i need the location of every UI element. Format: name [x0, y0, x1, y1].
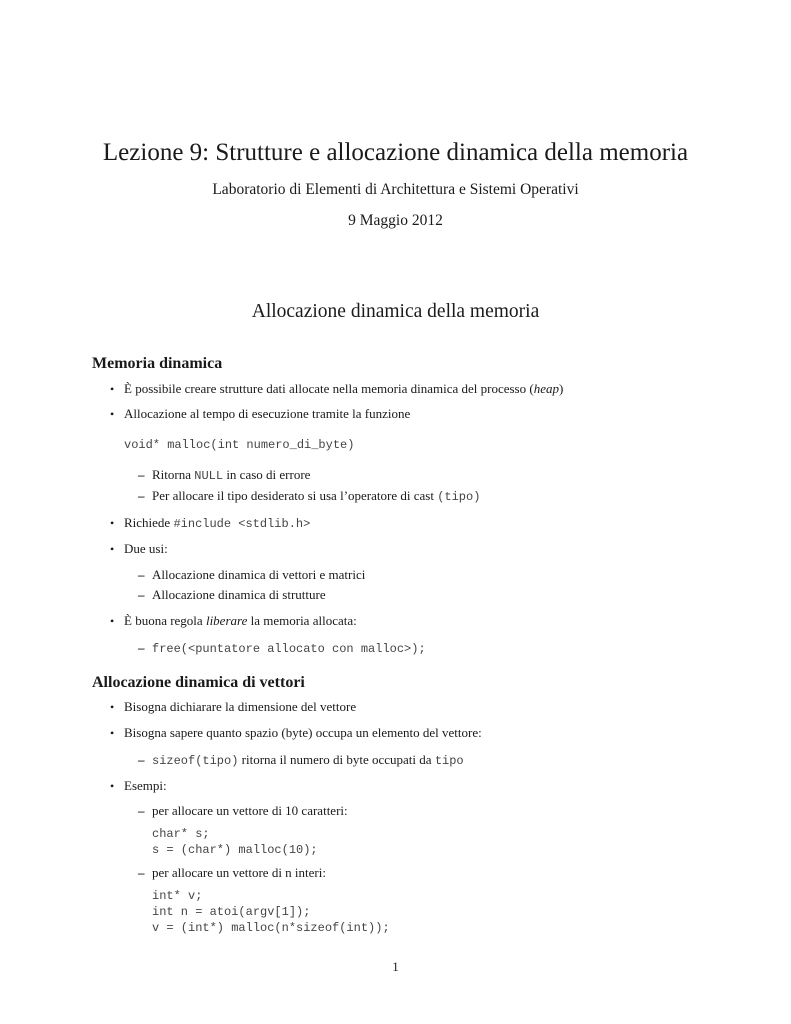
item-text: in caso di errore [223, 467, 311, 482]
document-title: Lezione 9: Strutture e allocazione dinamica della memoria [102, 139, 689, 166]
code-line: int n = atoi(argv[1]); [152, 905, 311, 919]
bullet-marker: • [110, 382, 115, 396]
bullet-marker: • [110, 726, 115, 740]
code-line: v = (int*) malloc(n*sizeof(int)); [152, 921, 390, 935]
inline-code: NULL [194, 469, 224, 483]
item-text: Ritorna [152, 467, 195, 482]
dash-marker: – [138, 803, 145, 818]
dash-marker: – [138, 567, 145, 582]
item-emphasis: heap [533, 381, 559, 396]
dash-marker: – [138, 865, 145, 880]
list-item [124, 380, 563, 397]
inline-code: tipo [434, 754, 464, 768]
page-number: 1 [392, 959, 399, 974]
item-text: la memoria allocata: [247, 613, 357, 628]
list-subitem: Allocazione dinamica di strutture [152, 587, 326, 602]
dash-marker: – [138, 587, 145, 602]
document-date: 9 Maggio 2012 [348, 212, 443, 229]
list-subitem [152, 639, 426, 658]
bullet-marker: • [110, 700, 115, 714]
bullet-marker: • [110, 407, 115, 421]
code-malloc-signature: void* malloc(int numero_di_byte) [124, 438, 355, 452]
code-line: char* s; [152, 827, 210, 841]
item-text: ) [558, 381, 564, 396]
document-subtitle: Laboratorio di Elementi di Architettura e Sistemi Operativi [212, 181, 579, 198]
bullet-marker: • [110, 779, 115, 793]
item-text: Richiede [124, 515, 174, 530]
list-subitem [152, 751, 464, 770]
dash-marker: – [138, 488, 145, 503]
subsection-heading-vettori: Allocazione dinamica di vettori [92, 674, 305, 691]
list-subitem [152, 487, 480, 506]
item-text: ritorna il numero di byte occupati da [238, 752, 435, 767]
subsection-heading-memoria: Memoria dinamica [92, 355, 223, 372]
inline-code: sizeof(tipo) [152, 754, 239, 768]
list-item: Allocazione al tempo di esecuzione tramite la funzione [124, 406, 411, 421]
dash-marker: – [138, 640, 145, 655]
list-item [124, 514, 310, 533]
dash-marker: – [138, 752, 145, 767]
item-text: È buona regola [124, 613, 206, 628]
list-subitem: Allocazione dinamica di vettori e matrici [152, 567, 366, 582]
code-line: int* v; [152, 889, 203, 903]
item-emphasis: liberare [205, 613, 248, 628]
inline-code: (tipo) [437, 490, 481, 504]
code-line: s = (char*) malloc(10); [152, 843, 318, 857]
bullet-marker: • [110, 542, 115, 556]
inline-code: free(<puntatore allocato con malloc>); [152, 642, 426, 656]
list-item [124, 612, 357, 629]
inline-code: #include <stdlib.h> [173, 517, 311, 531]
bullet-marker: • [110, 614, 115, 628]
list-item: Due usi: [124, 541, 168, 556]
list-item: Bisogna dichiarare la dimensione del vettore [124, 699, 357, 714]
item-text: Per allocare il tipo desiderato si usa l’operatore di cast [152, 488, 438, 503]
list-item: Esempi: [124, 778, 167, 793]
bullet-marker: • [110, 516, 115, 530]
list-subitem: per allocare un vettore di 10 caratteri: [152, 803, 348, 818]
dash-marker: – [138, 467, 145, 482]
list-subitem: per allocare un vettore di n interi: [152, 865, 326, 880]
section-title: Allocazione dinamica della memoria [251, 301, 540, 322]
list-item: Bisogna sapere quanto spazio (byte) occupa un elemento del vettore: [124, 725, 482, 740]
item-text: È possibile creare strutture dati allocate nella memoria dinamica del processo ( [124, 381, 534, 396]
list-subitem [152, 466, 310, 485]
